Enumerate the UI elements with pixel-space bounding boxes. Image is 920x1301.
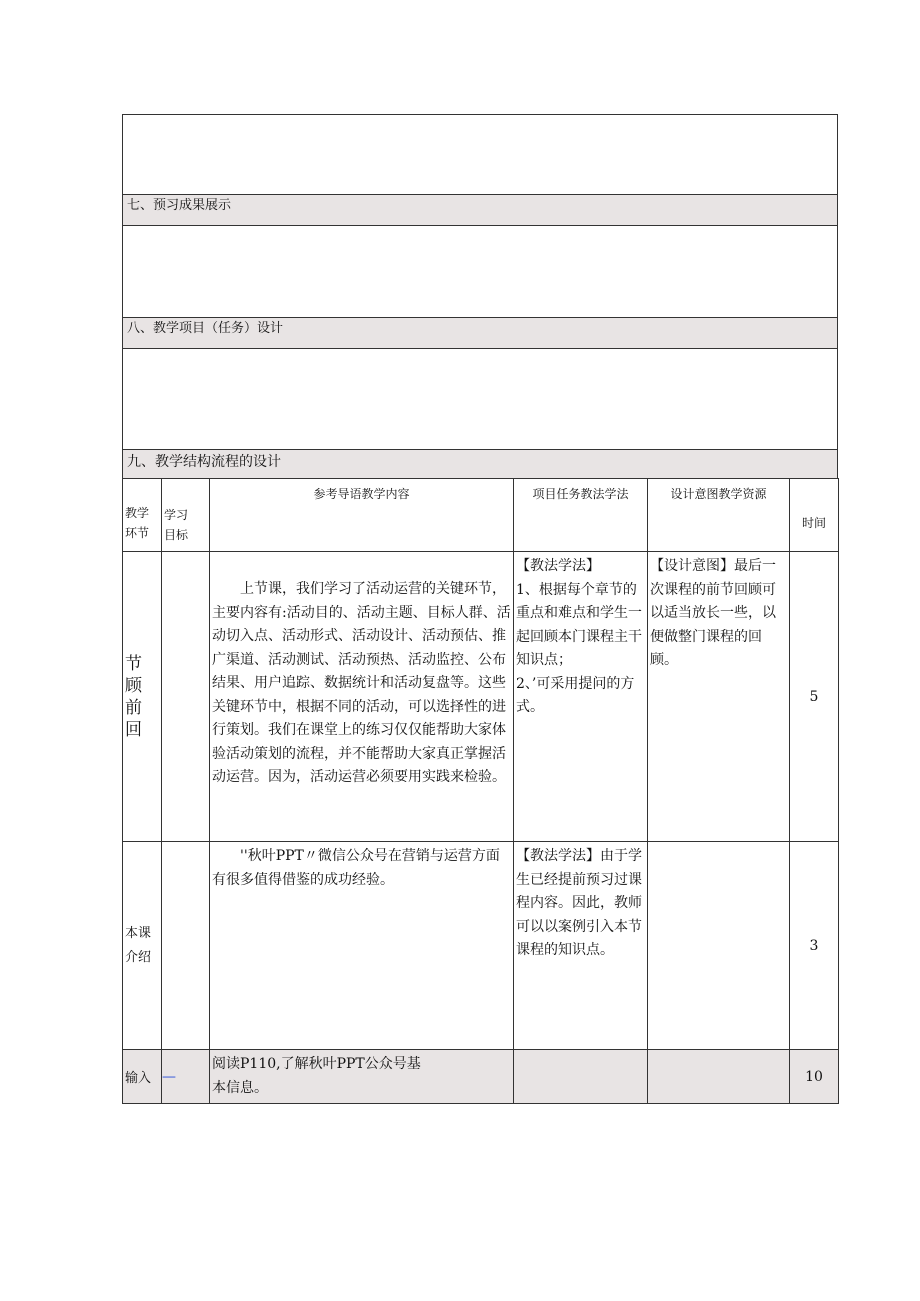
header-design-text: 设计意图教学资源 (670, 487, 767, 501)
section-structure-title (122, 449, 838, 479)
header-goal-text: 学习 目标 (164, 508, 189, 542)
structure-title-text: 九、教学结构流程的设计 (127, 454, 281, 470)
row1-content-text: 上节课，我们学习了活动运营的关键环节，主要内容有:活动目的、活动主题、目标人群、活动切入点、活动形式、活动设计、活动预估、推广渠道、活动测试、活动预热、活动监控、公布结果、用户追踪、数据统计和活动复盘等。这些关键环节中，根据不同的活动，可以选择性的进行策划。我们在课堂上的练习仅仅能帮助大家体验活动策划的流程，并不能帮助大家真正掌握活动运营。因为，活动运营必须要用实践来检验。 (212, 581, 511, 785)
row2-method-text: 【教法学法】由于学生已经提前预习过课程内容。因此，教师可以以案例引入本节课程的知识点。 (516, 848, 642, 958)
row1-goal (162, 552, 210, 842)
row1-stage (123, 552, 162, 842)
top-empty-box (122, 114, 838, 195)
row1-method (514, 552, 648, 842)
header-design (648, 479, 790, 552)
preview-title-text: 七、预习成果展示 (127, 198, 232, 213)
row3-goal (162, 1050, 210, 1104)
row3-content (210, 1050, 514, 1104)
row2-time (790, 842, 839, 1050)
row2-goal (162, 842, 210, 1050)
row3-stage-text: 输入 (125, 1071, 152, 1086)
row3-method (514, 1050, 648, 1104)
project-content-box (122, 348, 838, 450)
row2-stage-text: 本课 介绍 (125, 925, 152, 965)
row2-method (514, 842, 648, 1050)
row3-design (648, 1050, 790, 1104)
table-row (123, 1050, 839, 1104)
row3-goal-text: — (162, 1068, 176, 1085)
row1-design (648, 552, 790, 842)
header-method-text: 项目任务教法学法 (532, 487, 629, 501)
row1-content (210, 552, 514, 842)
row1-time-text: 5 (809, 688, 819, 705)
row1-time (790, 552, 839, 842)
row3-time-text: 10 (805, 1068, 823, 1085)
table-header-row (123, 479, 839, 552)
row1-method-text: 【教法学法】 1、根据每个章节的重点和难点和学生一起回顾本门课程主干知识点； 2、’可采用提问的方式。 (516, 558, 642, 715)
row1-stage-text: 节 顾 前 回 (125, 653, 142, 740)
section-project-title (122, 317, 838, 349)
row2-content-text: ''秋叶PPT〃微信公众号在营销与运营方面有很多值得借鉴的成功经验。 (212, 848, 500, 888)
header-method (514, 479, 648, 552)
row1-design-text: 【设计意图】最后一次课程的前节回顾可以适当放长一些，以便做整门课程的回顾。 (650, 558, 776, 668)
project-title-text: 八、教学项目（任务）设计 (127, 321, 284, 336)
header-content (210, 479, 514, 552)
preview-content-box (122, 225, 838, 318)
teaching-structure-table (122, 478, 839, 1104)
table-row (123, 842, 839, 1050)
row2-time-text: 3 (809, 937, 819, 954)
header-content-text: 参考导语教学内容 (313, 487, 410, 501)
row2-stage (123, 842, 162, 1050)
section-preview-title (122, 194, 838, 226)
row3-content-text: 阅读P110,了解秋叶PPT公众号基本信息。 (212, 1056, 421, 1096)
header-goal (162, 479, 210, 552)
header-stage (123, 479, 162, 552)
table-row (123, 552, 839, 842)
row2-content (210, 842, 514, 1050)
header-time-text: 时间 (801, 515, 826, 530)
row3-stage (123, 1050, 162, 1104)
row3-time (790, 1050, 839, 1104)
header-time (790, 479, 839, 552)
header-stage-text: 教学 环节 (125, 506, 150, 540)
row2-design (648, 842, 790, 1050)
